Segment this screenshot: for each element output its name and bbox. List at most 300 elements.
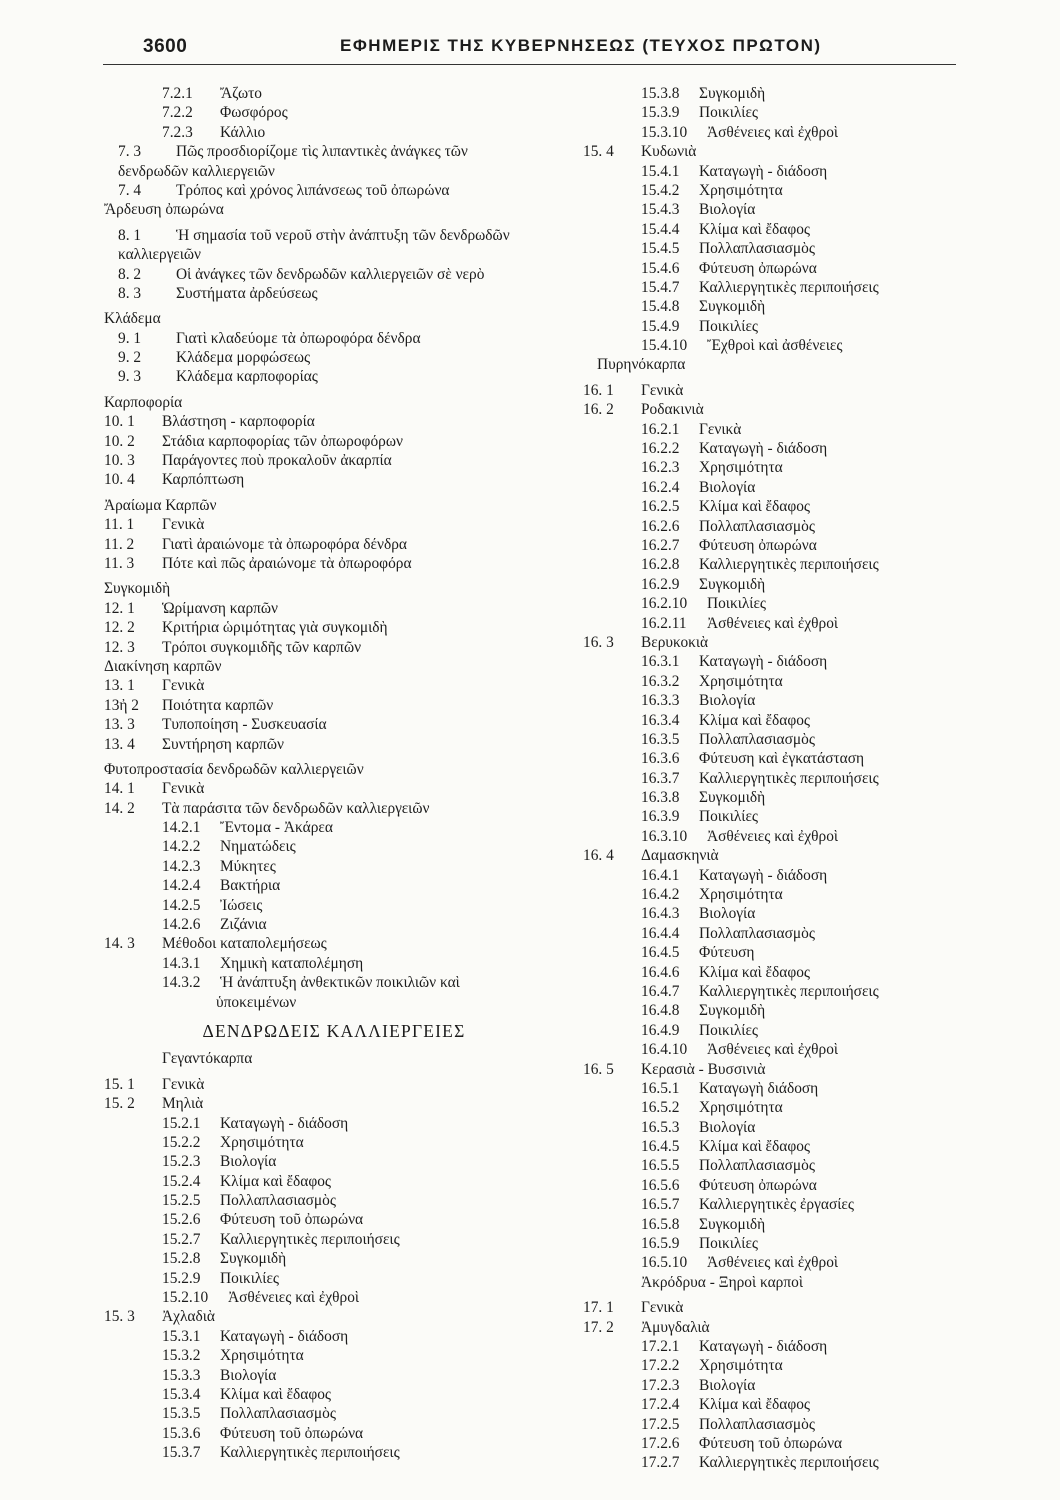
toc-entry-number: 13. 3 (104, 716, 135, 734)
toc-entry-number: 16.5.10 (641, 1254, 688, 1272)
toc-entry (104, 451, 564, 470)
toc-entry-title: Μέθοδοι καταπολεμήσεως (162, 935, 327, 953)
toc-entry-title: Κλίμα καὶ ἔδαφος (699, 1396, 811, 1414)
toc-entry (104, 715, 564, 734)
toc-entry-title: Ἀχλαδιὰ (162, 1308, 215, 1326)
toc-entry-number: 16.3.2 (641, 672, 680, 690)
toc-entry-number: 9. 2 (118, 349, 142, 367)
toc-entry (104, 676, 564, 695)
toc-entry-title: Ποικιλίες (699, 317, 759, 335)
toc-entry-number: 16.3.9 (641, 808, 680, 826)
toc-entry (583, 1273, 963, 1292)
toc-entry (583, 123, 963, 142)
toc-entry-number: 16.2.2 (641, 440, 680, 458)
page-header (0, 36, 1060, 66)
toc-entry-number: 15.2.9 (162, 1269, 201, 1287)
toc-entry-title: Κλάδεμα καρποφορίας (176, 368, 318, 386)
toc-entry (104, 973, 564, 992)
toc-entry-number: 15. 3 (104, 1308, 135, 1326)
toc-entry-title: Συγκομιδὴ (699, 575, 766, 593)
toc-entry-number: 12. 1 (104, 599, 135, 617)
toc-entry-title: Τρόποι συγκομιδῆς τῶν καρπῶν (162, 638, 362, 656)
toc-entry (583, 1176, 963, 1195)
toc-entry-title: Κλίμα καὶ ἔδαφος (220, 1172, 332, 1190)
toc-entry-title: Χρησιμότητα (220, 1347, 304, 1365)
toc-entry (583, 594, 963, 613)
toc-entry-title: Φύτευση τοῦ ὀπωρώνα (699, 1434, 843, 1452)
right-column (583, 84, 963, 1473)
toc-entry-number: 10. 2 (104, 432, 135, 450)
toc-entry-title: Κλίμα καὶ ἔδαφος (699, 1138, 811, 1156)
toc-entry (583, 963, 963, 982)
toc-entry-number: 7. 3 (118, 143, 142, 161)
toc-entry (104, 1152, 564, 1171)
toc-entry-number: 15.4.8 (641, 298, 680, 316)
toc-entry (104, 470, 564, 489)
toc-entry-number: 16. 1 (583, 381, 614, 399)
toc-entry (583, 278, 963, 297)
toc-entry (104, 876, 564, 895)
toc-entry-number: 13ἠ 2 (104, 696, 139, 714)
toc-entry (104, 1133, 564, 1152)
toc-entry (104, 496, 564, 515)
toc-entry-number: 14. 3 (104, 935, 135, 953)
toc-entry-number: 11. 3 (104, 554, 135, 572)
toc-entry (583, 575, 963, 594)
toc-entry-title: Βιολογία (220, 1366, 277, 1384)
toc-entry (583, 1021, 963, 1040)
toc-entry-title: Ποικιλίες (220, 1269, 280, 1287)
toc-entry (583, 769, 963, 788)
toc-entry-number: 7.2.3 (162, 123, 193, 141)
toc-entry-title: Πολλαπλασιασμὸς (220, 1405, 336, 1423)
toc-entry (583, 730, 963, 749)
toc-entry-number: 16.3.10 (641, 827, 688, 845)
toc-entry-title: Κλάδεμα (104, 310, 161, 328)
toc-entry-number: 16.2.6 (641, 517, 680, 535)
toc-entry-number: 16.5.9 (641, 1235, 680, 1253)
toc-entry-number: 17. 2 (583, 1318, 614, 1336)
toc-entry-number: 15.2.6 (162, 1211, 201, 1229)
toc-entry (104, 1385, 564, 1404)
toc-entry-title: Οἱ ἀνάγκες τῶν δενδρωδῶν καλλιεργειῶν σὲ νερὸ (176, 265, 485, 283)
toc-entry-number: 16.3.3 (641, 692, 680, 710)
left-column (104, 84, 564, 1463)
toc-entry-number: 16.4.1 (641, 866, 680, 884)
toc-entry (104, 818, 564, 837)
toc-entry-number: 16.5.5 (641, 1157, 680, 1175)
toc-entry (104, 1191, 564, 1210)
toc-entry-title: Πυρηνόκαρπα (597, 356, 686, 374)
toc-entry-title: Ροδακινιὰ (641, 401, 704, 419)
toc-entry-title: Βιολογία (220, 1153, 277, 1171)
toc-entry (583, 982, 963, 1001)
toc-entry (104, 1327, 564, 1346)
toc-entry (104, 1404, 564, 1423)
toc-entry-title: Γενικὰ (162, 677, 205, 695)
toc-entry-number: 9. 3 (118, 368, 142, 386)
toc-entry-title: Χρησιμότητα (699, 1357, 783, 1375)
toc-entry (583, 1376, 963, 1395)
toc-entry-title: Βακτήρια (220, 877, 281, 895)
toc-entry-title: καλλιεργειῶν (118, 246, 201, 264)
toc-entry (583, 1253, 963, 1272)
toc-entry (583, 497, 963, 516)
toc-entry (104, 657, 564, 676)
toc-entry-title: Καταγωγὴ - διάδοση (699, 1338, 828, 1355)
toc-entry (583, 846, 963, 865)
toc-entry-title: Δαμασκηνιὰ (641, 847, 719, 865)
toc-entry-number: 10. 1 (104, 413, 135, 431)
toc-entry (583, 943, 963, 962)
toc-entry (583, 1337, 963, 1356)
toc-entry-title: Φύτευση καὶ ἐγκατάσταση (699, 750, 865, 768)
toc-entry-title: Βερυκοκιὰ (641, 633, 709, 651)
toc-entry (104, 1049, 564, 1068)
toc-entry-title: Βιολογία (699, 1118, 756, 1136)
toc-entry-number: 14.3.1 (162, 954, 201, 972)
toc-entry-number: 17.2.6 (641, 1434, 680, 1452)
toc-entry-title: Γεγαντόκαρπα (162, 1050, 253, 1068)
toc-entry-number: 16.5.2 (641, 1099, 680, 1117)
toc-entry-title: Ποικιλίες (699, 104, 759, 122)
toc-entry-number: 15.3.8 (641, 85, 680, 102)
journal-title: ΕΦΗΜΕΡΙΣ ΤΗΣ ΚΥΒΕΡΝΗΣΕΩΣ (ΤΕΥΧΟΣ ΠΡΩΤΟΝ) (340, 36, 822, 55)
toc-entry (583, 1079, 963, 1098)
toc-entry-number: 16.3.7 (641, 769, 680, 787)
toc-entry-title: Ἰώσεις (220, 896, 263, 914)
toc-entry (583, 1434, 963, 1453)
toc-entry-title: δενδρωδῶν καλλιεργειῶν (118, 162, 275, 180)
toc-entry-title: Βιολογία (699, 905, 756, 923)
toc-entry-title: Χρησιμότητα (699, 886, 783, 904)
toc-entry-title: Καλλιεργητικὲς περιποιήσεις (699, 278, 879, 296)
toc-entry-number: 14.2.5 (162, 896, 201, 914)
toc-entry-number: 15.3.1 (162, 1327, 201, 1345)
toc-entry-number: 15.3.9 (641, 104, 680, 122)
toc-entry-title: Καταγωγὴ - διάδοση (699, 653, 828, 671)
toc-entry (104, 226, 564, 245)
toc-entry-number: 17.2.1 (641, 1338, 680, 1355)
toc-entry (104, 993, 564, 1012)
toc-entry (104, 618, 564, 637)
toc-entry (104, 348, 564, 367)
toc-entry-number: 16.4.9 (641, 1021, 680, 1039)
toc-entry (104, 1210, 564, 1229)
toc-entry-title: Κλίμα καὶ ἔδαφος (699, 498, 811, 516)
toc-entry-number: 15.2.4 (162, 1172, 201, 1190)
toc-entry (104, 200, 564, 219)
toc-entry-title: Βιολογία (699, 478, 756, 496)
toc-entry-number: 15.4.7 (641, 278, 680, 296)
toc-entry-title: Ζιζάνια (220, 916, 267, 934)
toc-entry-number: 8. 3 (118, 284, 142, 302)
toc-entry-number: 12. 2 (104, 619, 135, 637)
toc-entry-number: 15.2.10 (162, 1289, 209, 1307)
toc-entry-title: Τυποποίηση - Συσκευασία (162, 716, 327, 734)
toc-entry-title: Ἡ ἀνάπτυξη ἀνθεκτικῶν ποικιλιῶν καὶ (220, 974, 460, 992)
toc-entry (104, 284, 564, 303)
toc-entry-number: 11. 2 (104, 535, 135, 553)
toc-entry (104, 779, 564, 798)
toc-entry-number: 16.5.1 (641, 1079, 680, 1097)
toc-entry-number: 16.4.8 (641, 1002, 680, 1020)
toc-entry-title: Χημικὴ καταπολέμηση (220, 954, 364, 972)
toc-entry (104, 1366, 564, 1385)
toc-entry-title: Φύτευση ὀπωρώνα (699, 1176, 817, 1194)
toc-entry (104, 915, 564, 934)
toc-entry (104, 799, 564, 818)
toc-entry-number: 14.3.2 (162, 974, 201, 992)
toc-entry-title: Συγκομιδὴ (699, 1215, 766, 1233)
toc-entry-number: 17.2.2 (641, 1357, 680, 1375)
toc-entry (583, 788, 963, 807)
toc-entry-title: Ἀσθένειες καὶ ἐχθροὶ (707, 614, 839, 632)
toc-entry-title: Φύτευση (699, 944, 755, 962)
toc-entry (104, 181, 564, 200)
toc-entry-number: 15.2.8 (162, 1250, 201, 1268)
toc-entry-title: Καλλιεργητικὲς περιποιήσεις (699, 982, 879, 1000)
toc-entry-number: 14.2.3 (162, 857, 201, 875)
toc-entry-number: 16. 4 (583, 847, 614, 865)
toc-entry (104, 515, 564, 534)
header-rule (103, 64, 956, 65)
toc-entry-number: 16.3.5 (641, 730, 680, 748)
toc-entry-number: 15.4.2 (641, 181, 680, 199)
toc-entry-number: 16.2.10 (641, 595, 688, 613)
toc-entry-title: Καταγωγὴ - διάδοση (220, 1114, 349, 1132)
toc-entry-number: 13. 4 (104, 735, 135, 753)
toc-entry (104, 162, 564, 181)
toc-entry (583, 1234, 963, 1253)
toc-entry-title: Συστήματα ἀρδεύσεως (176, 284, 318, 302)
toc-entry (104, 432, 564, 451)
toc-entry-number: 16.2.8 (641, 556, 680, 574)
toc-entry (583, 381, 963, 400)
toc-entry (104, 1075, 564, 1094)
toc-entry (104, 393, 564, 412)
toc-entry-title: Καταγωγὴ - διάδοση (699, 866, 828, 884)
toc-entry-title: Καλλιεργητικὲς ἐργασίες (699, 1196, 854, 1214)
toc-entry-number: 16.2.1 (641, 420, 680, 438)
toc-entry-title: Γενικὰ (162, 1075, 205, 1093)
toc-entry-title: Γενικὰ (641, 381, 684, 399)
toc-entry (104, 412, 564, 431)
toc-entry (583, 200, 963, 219)
toc-entry (104, 599, 564, 618)
toc-entry-number: 15.2.2 (162, 1133, 201, 1151)
toc-entry (583, 711, 963, 730)
toc-entry (104, 735, 564, 754)
toc-entry-title: Ἀσθένειες καὶ ἐχθροὶ (707, 1254, 839, 1272)
toc-entry (104, 265, 564, 284)
toc-entry (583, 1060, 963, 1079)
toc-entry-number: 16.4.4 (641, 924, 680, 942)
toc-entry (583, 1195, 963, 1214)
toc-entry-title: Πολλαπλασιασμὸς (699, 517, 815, 535)
toc-entry-title: Κυδωνιὰ (641, 143, 697, 161)
toc-entry-title: Πολλαπλασιασμὸς (699, 924, 815, 942)
toc-entry-number: 15.4.6 (641, 259, 680, 277)
toc-entry-title: Βιολογία (699, 201, 756, 219)
toc-entry-title: Φωσφόρος (220, 104, 288, 122)
toc-entry-number: 10. 4 (104, 471, 135, 489)
toc-entry-title: Ποικιλίες (699, 1235, 759, 1253)
toc-entry-title: Ἀμυγδαλιὰ (641, 1318, 710, 1336)
toc-entry (104, 934, 564, 953)
toc-entry-number: 15.4.3 (641, 201, 680, 219)
toc-entry (104, 245, 564, 264)
toc-entry-number: 16.2.9 (641, 575, 680, 593)
toc-entry-title: Γιατὶ ἀραιώνομε τὰ ὀπωροφόρα δένδρα (162, 535, 407, 553)
toc-entry-title: Χρησιμότητα (699, 181, 783, 199)
toc-entry-title: Νηματώδεις (220, 838, 296, 856)
toc-entry (104, 1249, 564, 1268)
toc-entry-number: 7.2.1 (162, 85, 193, 102)
toc-entry (583, 1215, 963, 1234)
toc-entry-title: Διακίνηση καρπῶν (104, 657, 222, 675)
toc-entry (104, 1094, 564, 1113)
toc-entry-number: 7.2.2 (162, 104, 193, 122)
toc-entry (583, 633, 963, 652)
toc-entry-number: 16.2.11 (641, 614, 687, 632)
toc-entry-title: Μύκητες (220, 857, 276, 875)
toc-entry-number: 16.3.1 (641, 653, 680, 671)
toc-entry-number: 14.2.1 (162, 819, 201, 837)
toc-entry (583, 1415, 963, 1434)
toc-entry-number: 16.2.5 (641, 498, 680, 516)
toc-entry-number: 16.2.3 (641, 459, 680, 477)
toc-entry-title: Καλλιεργητικὲς περιποιήσεις (699, 1454, 879, 1472)
toc-entry-number: 16.5.7 (641, 1196, 680, 1214)
toc-entry (583, 924, 963, 943)
toc-entry-title: Ἀσθένειες καὶ ἐχθροὶ (707, 123, 839, 141)
toc-entry (583, 420, 963, 439)
toc-entry-title: Φυτοπροστασία δενδρωδῶν καλλιεργειῶν (104, 760, 364, 778)
toc-entry-number: 16.4.10 (641, 1041, 688, 1059)
toc-entry (583, 162, 963, 181)
toc-entry-title: Κλίμα καὶ ἔδαφος (699, 711, 811, 729)
toc-entry-title: ὑποκειμένων (216, 993, 297, 1011)
toc-entry-title: Βιολογία (699, 692, 756, 710)
toc-entry-title: Καλλιεργητικὲς περιποιήσεις (699, 556, 879, 574)
toc-entry-number: 15.4.4 (641, 220, 680, 238)
toc-entry-number: 16.2.4 (641, 478, 680, 496)
toc-entry-title: Ὡρίμανση καρπῶν (162, 599, 279, 617)
toc-entry-title: Κλίμα καὶ ἔδαφος (699, 220, 811, 238)
toc-entry-number: 14.2.6 (162, 916, 201, 934)
toc-entry (104, 1424, 564, 1443)
toc-entry (104, 367, 564, 386)
toc-entry-title: Φύτευση τοῦ ὀπωρώνα (220, 1211, 364, 1229)
toc-entry-title: Ἀσθένειες καὶ ἐχθροὶ (707, 1041, 839, 1059)
toc-entry-number: 16.3.6 (641, 750, 680, 768)
toc-entry-number: 14.2.2 (162, 838, 201, 856)
toc-entry-title: Ἀκρόδρυα - Ξηροὶ καρποὶ (641, 1273, 803, 1291)
toc-entry (583, 1356, 963, 1375)
toc-entry (583, 1453, 963, 1472)
toc-entry-title: Χρησιμότητα (699, 1099, 783, 1117)
toc-entry-number: 8. 1 (118, 226, 142, 244)
toc-entry-title: Πολλαπλασιασμὸς (220, 1192, 336, 1210)
toc-entry-title: Ἔντομα - Ἀκάρεα (220, 819, 333, 837)
toc-entry-number: 15. 4 (583, 143, 614, 161)
toc-entry-title: Ἡ σημασία τοῦ νεροῦ στὴν ἀνάπτυξη τῶν δενδρωδῶν (176, 226, 510, 244)
toc-entry-title: Καταγωγὴ διάδοση (699, 1079, 819, 1097)
toc-entry-number: 8. 2 (118, 265, 142, 283)
toc-entry-number: 14. 2 (104, 799, 135, 817)
toc-entry-title: Βιολογία (699, 1376, 756, 1394)
toc-entry-title: Συγκομιδὴ (220, 1250, 287, 1268)
toc-entry (104, 1307, 564, 1326)
toc-entry-number: 16. 5 (583, 1060, 614, 1078)
toc-entry-number: 16.4.3 (641, 905, 680, 923)
toc-entry-number: 15.3.10 (641, 123, 688, 141)
toc-entry (583, 355, 963, 374)
page-number: 3600 (143, 36, 188, 57)
toc-entry-title: Μηλιὰ (162, 1095, 204, 1113)
toc-entry (583, 181, 963, 200)
toc-entry (104, 1443, 564, 1462)
toc-entry-title: Κάλλιο (220, 123, 266, 141)
toc-entry (583, 84, 963, 103)
toc-entry (583, 1318, 963, 1337)
toc-entry (104, 579, 564, 598)
toc-entry-number: 16.3.4 (641, 711, 680, 729)
toc-entry-title: Καταγωγὴ - διάδοση (699, 440, 828, 458)
toc-entry-title: Πολλαπλασιασμὸς (699, 1157, 815, 1175)
toc-entry (583, 239, 963, 258)
toc-entry (104, 837, 564, 856)
toc-entry (104, 1288, 564, 1307)
toc-entry-title: Συγκομιδὴ (699, 1002, 766, 1020)
toc-entry (583, 259, 963, 278)
toc-entry-number: 15.3.7 (162, 1444, 201, 1462)
toc-entry-title: Συγκομιδὴ (699, 298, 766, 316)
toc-entry-title: Τὰ παράσιτα τῶν δενδρωδῶν καλλιεργειῶν (162, 799, 430, 817)
toc-entry-title: Κλίμα καὶ ἔδαφος (220, 1386, 332, 1403)
toc-entry-number: 17.2.5 (641, 1415, 680, 1433)
toc-entry (583, 555, 963, 574)
toc-entry-number: 12. 3 (104, 638, 135, 656)
toc-entry-title: Φύτευση ὀπωρώνα (699, 259, 817, 277)
toc-entry (583, 866, 963, 885)
toc-entry (583, 317, 963, 336)
toc-entry-number: 15.2.3 (162, 1153, 201, 1171)
toc-entry-number: 15.4.10 (641, 337, 688, 355)
toc-entry (583, 297, 963, 316)
toc-entry (583, 536, 963, 555)
toc-entry (583, 103, 963, 122)
toc-entry (104, 535, 564, 554)
toc-entry (583, 614, 963, 633)
toc-entry-number: 15.3.5 (162, 1405, 201, 1423)
toc-entry-number: 16. 3 (583, 633, 614, 651)
toc-entry (583, 1118, 963, 1137)
toc-entry-title: Χρησιμότητα (699, 459, 783, 477)
toc-entry (583, 220, 963, 239)
toc-entry-title: Καταγωγὴ - διάδοση (220, 1327, 349, 1345)
toc-entry-title: Καταγωγὴ - διάδοση (699, 162, 828, 180)
toc-entry-title: Βλάστηση - καρποφορία (162, 413, 315, 431)
toc-entry-title: Συγκομιδὴ (699, 789, 766, 807)
toc-entry-title: Πολλαπλασιασμὸς (699, 730, 815, 748)
toc-entry-number: 15.3.4 (162, 1386, 201, 1403)
toc-entry (583, 672, 963, 691)
toc-entry (104, 1269, 564, 1288)
toc-entry (104, 103, 564, 122)
toc-entry (104, 896, 564, 915)
